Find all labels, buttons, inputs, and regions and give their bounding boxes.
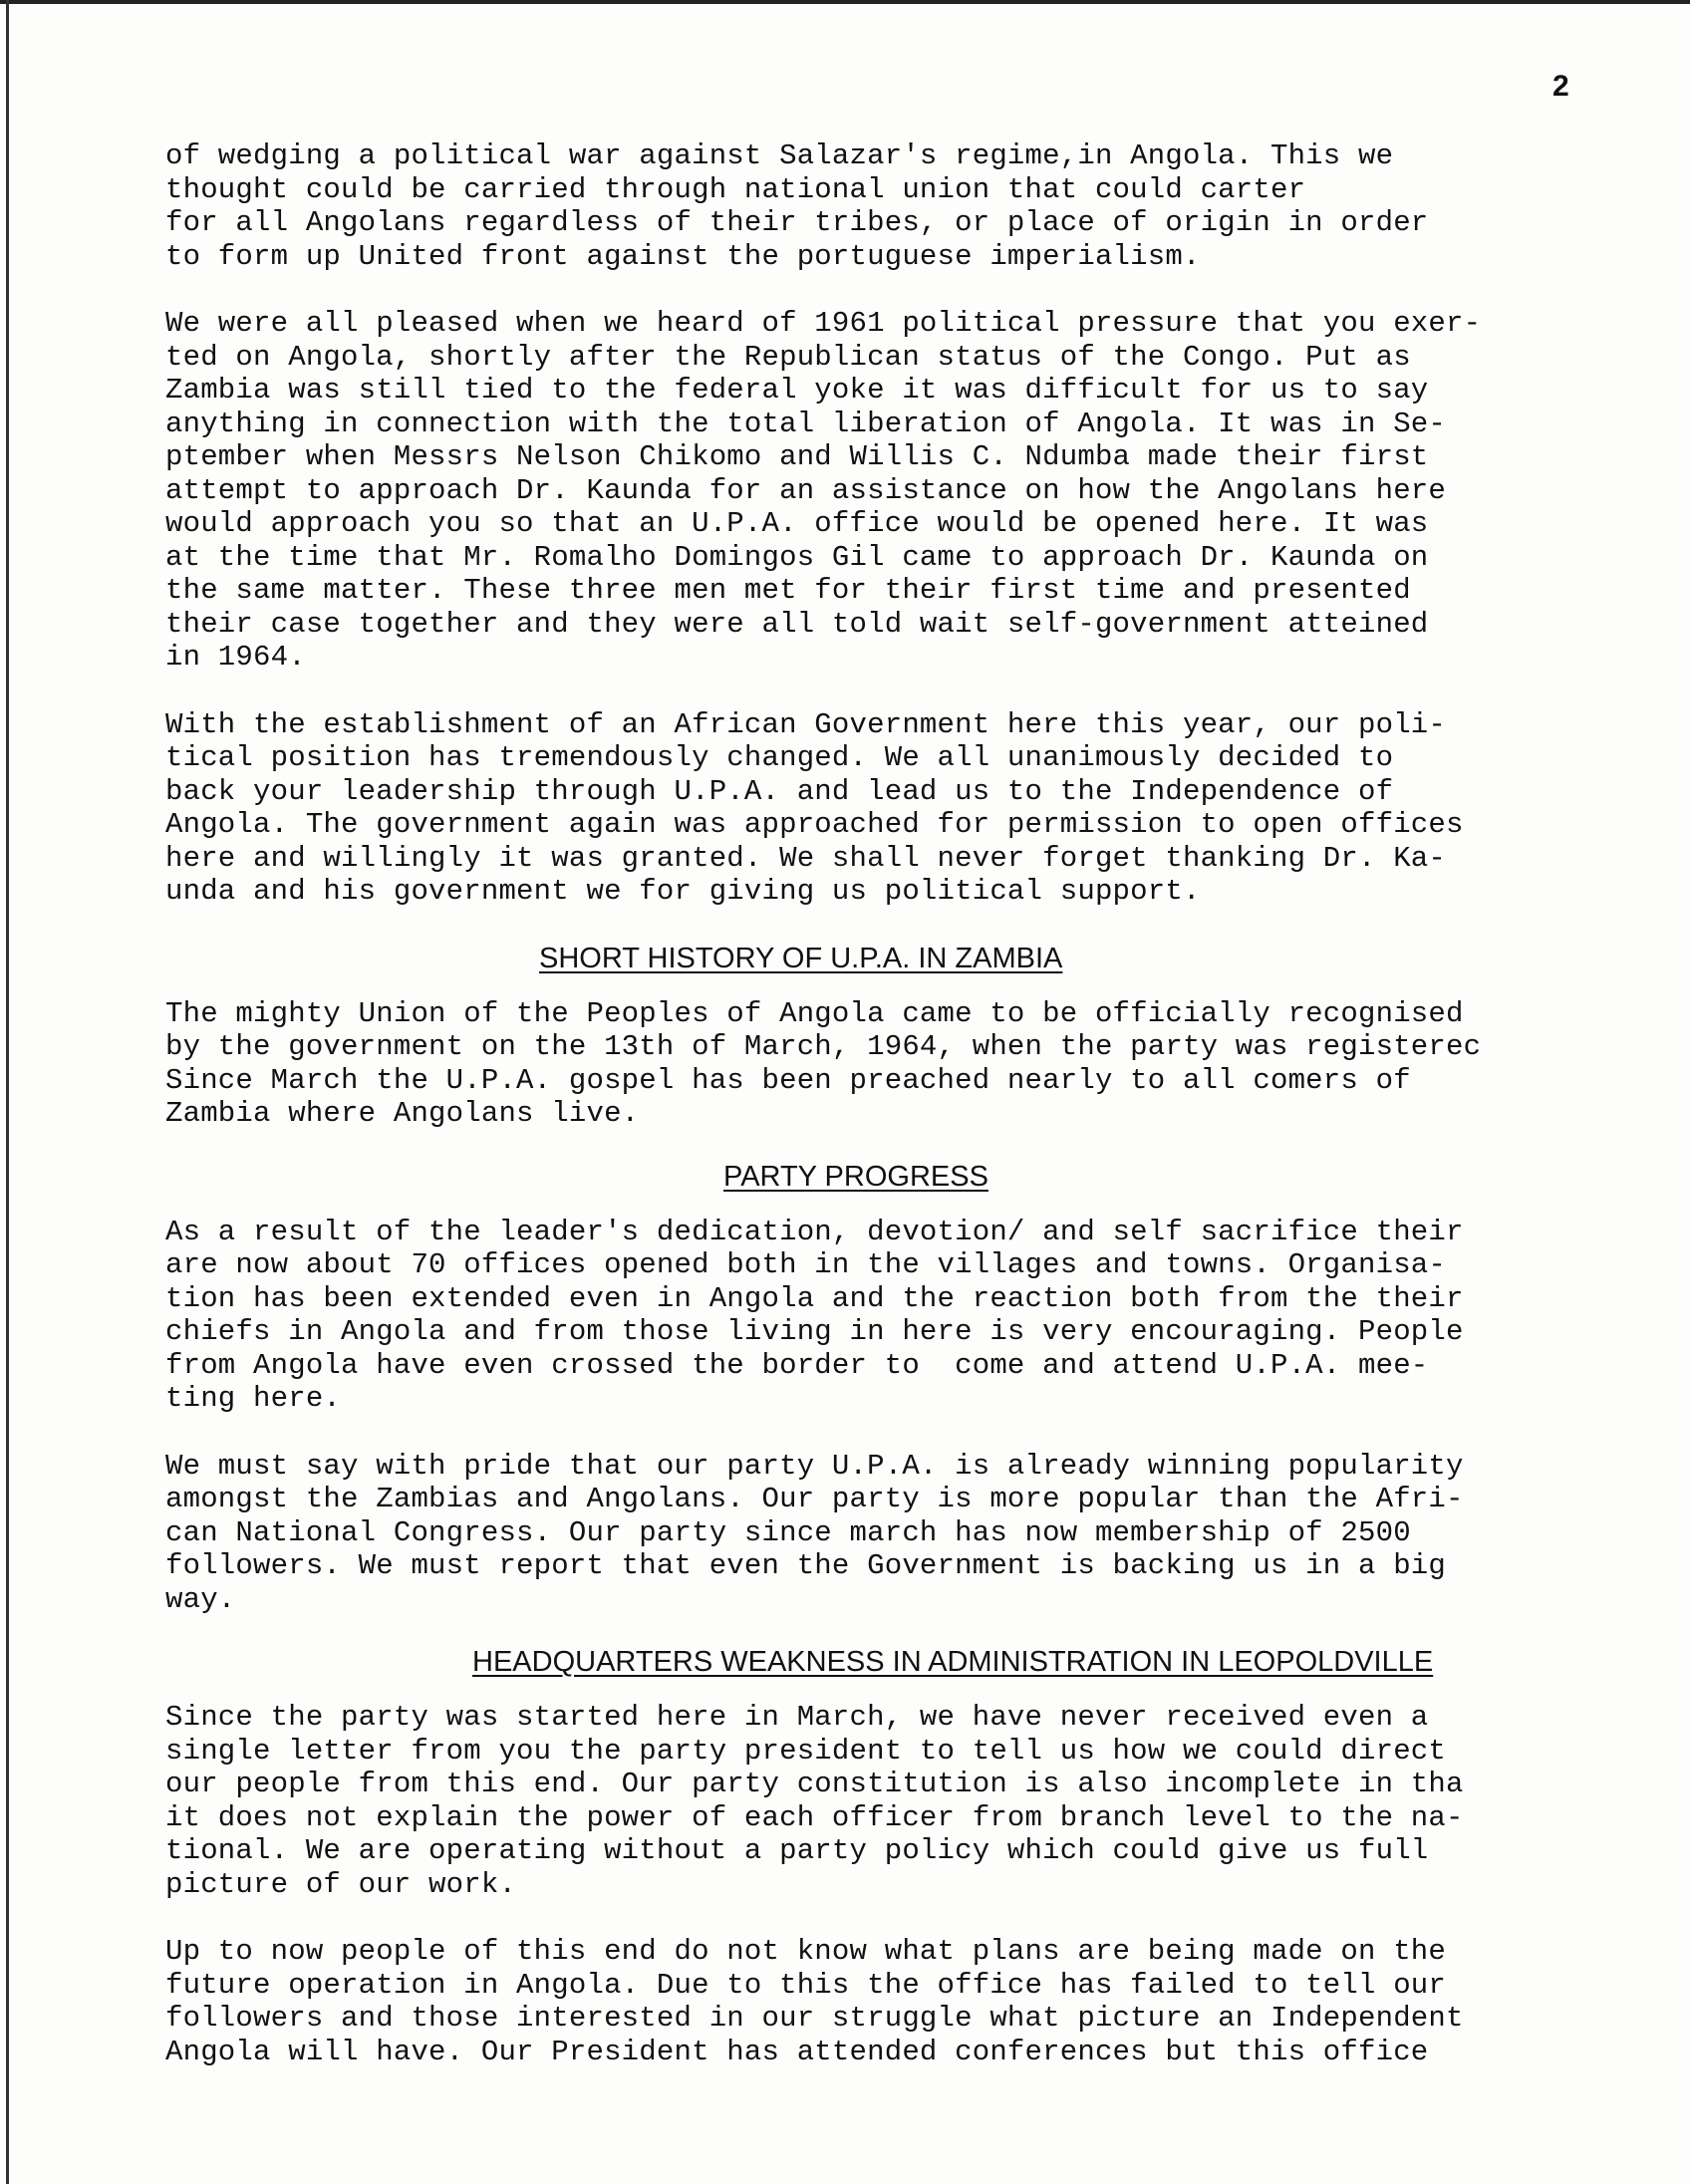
text-line: the same matter. These three men met for their first time and presented bbox=[165, 574, 1411, 607]
text-line: our people from this end. Our party constitution is also incomplete in tha bbox=[165, 1768, 1464, 1800]
scan-edge-top bbox=[0, 0, 1690, 4]
text-line: ting here. bbox=[165, 1382, 342, 1415]
text-line: amongst the Zambias and Angolans. Our party is more popular than the Afri- bbox=[165, 1483, 1464, 1515]
text-line: anything in connection with the total liberation of Angola. It was in Se- bbox=[165, 407, 1447, 440]
text-line: Zambia where Angolans live. bbox=[165, 1097, 640, 1130]
text-line: their case together and they were all told wait self-government atteined bbox=[165, 607, 1429, 641]
text-line: way. bbox=[165, 1582, 236, 1616]
paragraph-3 bbox=[165, 708, 1650, 909]
text-line: from Angola have even crossed the border to come and attend U.P.A. mee- bbox=[165, 1348, 1429, 1382]
text-line: for all Angolans regardless of their tribes, or place of origin in order bbox=[165, 206, 1429, 239]
text-line: at the time that Mr. Romalho Domingos Gil came to approach Dr. Kaunda on bbox=[165, 540, 1429, 574]
text-line: tical position has tremendously changed. We all unanimously decided to bbox=[165, 741, 1394, 774]
section-heading-headquarters: HEADQUARTERS WEAKNESS IN ADMINISTRATION IN LEOPOLDVILLE bbox=[472, 1646, 1434, 1678]
text-line: followers and those interested in our struggle what picture an Independent bbox=[165, 2002, 1464, 2035]
text-line: picture of our work. bbox=[165, 1867, 517, 1901]
text-line: thought could be carried through national union that could carter bbox=[165, 172, 1306, 206]
text-line: here and willingly it was granted. We shall never forget thanking Dr. Ka- bbox=[165, 841, 1447, 875]
text-line: Up to now people of this end do not know what plans are being made on the bbox=[165, 1935, 1447, 1968]
text-line: Angola. The government again was approached for permission to open offices bbox=[165, 808, 1464, 841]
text-line: We must say with pride that our party U.P.A. is already winning popularity bbox=[165, 1449, 1464, 1483]
text-line: attempt to approach Dr. Kaunda for an assistance on how the Angolans here bbox=[165, 473, 1447, 507]
text-line: unda and his government we for giving us political support. bbox=[165, 875, 1201, 908]
text-line: can National Congress. Our party since march has now membership of 2500 bbox=[165, 1515, 1411, 1549]
text-line: Since the party was started here in March, we have never received even a bbox=[165, 1701, 1429, 1734]
paragraph-1 bbox=[165, 139, 1650, 273]
page-number: 2 bbox=[1552, 70, 1569, 103]
paragraph-headquarters-2 bbox=[165, 1935, 1650, 2068]
paragraph-party-progress-1 bbox=[165, 1216, 1650, 1416]
text-line: The mighty Union of the Peoples of Angola came to be officially recognised bbox=[165, 996, 1464, 1030]
text-line: We were all pleased when we heard of 1961 political pressure that you exer- bbox=[165, 307, 1482, 340]
text-line: single letter from you the party president to tell us how we could direct bbox=[165, 1734, 1447, 1768]
text-line: future operation in Angola. Due to this the office has failed to tell our bbox=[165, 1968, 1447, 2002]
document-body bbox=[165, 139, 1650, 2102]
paragraph-headquarters-1 bbox=[165, 1701, 1650, 1901]
text-line: Angola will have. Our President has attended conferences but this office bbox=[165, 2035, 1429, 2068]
text-line: With the establishment of an African Government here this year, our poli- bbox=[165, 707, 1447, 741]
scan-edge-left bbox=[6, 0, 9, 2184]
paragraph-2 bbox=[165, 307, 1650, 675]
text-line: of wedging a political war against Salazar's regime,in Angola. This we bbox=[165, 139, 1394, 172]
text-line: followers. We must report that even the Government is backing us in a big bbox=[165, 1549, 1447, 1582]
text-line: As a result of the leader's dedication, devotion/ and self sacrifice their bbox=[165, 1215, 1464, 1248]
text-line: in 1964. bbox=[165, 641, 306, 674]
text-line: back your leadership through U.P.A. and lead us to the Independence of bbox=[165, 774, 1394, 808]
text-line: Since March the U.P.A. gospel has been preached nearly to all comers of bbox=[165, 1063, 1411, 1097]
text-line: Zambia was still tied to the federal yoke it was difficult for us to say bbox=[165, 374, 1429, 407]
text-line: are now about 70 offices opened both in the villages and towns. Organisa- bbox=[165, 1248, 1447, 1281]
text-line: tional. We are operating without a party policy which could give us full bbox=[165, 1834, 1429, 1867]
section-heading-party-progress: PARTY PROGRESS bbox=[723, 1160, 988, 1193]
paragraph-party-progress-2 bbox=[165, 1450, 1650, 1617]
text-line: chiefs in Angola and from those living in here is very encouraging. People bbox=[165, 1315, 1464, 1348]
text-line: ptember when Messrs Nelson Chikomo and Willis C. Ndumba made their first bbox=[165, 440, 1429, 473]
text-line: would approach you so that an U.P.A. office would be opened here. It was bbox=[165, 507, 1429, 540]
section-heading-short-history: SHORT HISTORY OF U.P.A. IN ZAMBIA bbox=[539, 942, 1063, 974]
text-line: tion has been extended even in Angola and the reaction both from the their bbox=[165, 1281, 1464, 1315]
text-line: to form up United front against the portuguese imperialism. bbox=[165, 239, 1201, 273]
paragraph-short-history bbox=[165, 997, 1650, 1131]
text-line: ted on Angola, shortly after the Republican status of the Congo. Put as bbox=[165, 340, 1411, 374]
text-line: by the government on the 13th of March, 1964, when the party was registerec bbox=[165, 1030, 1482, 1063]
text-line: it does not explain the power of each officer from branch level to the na- bbox=[165, 1800, 1464, 1834]
